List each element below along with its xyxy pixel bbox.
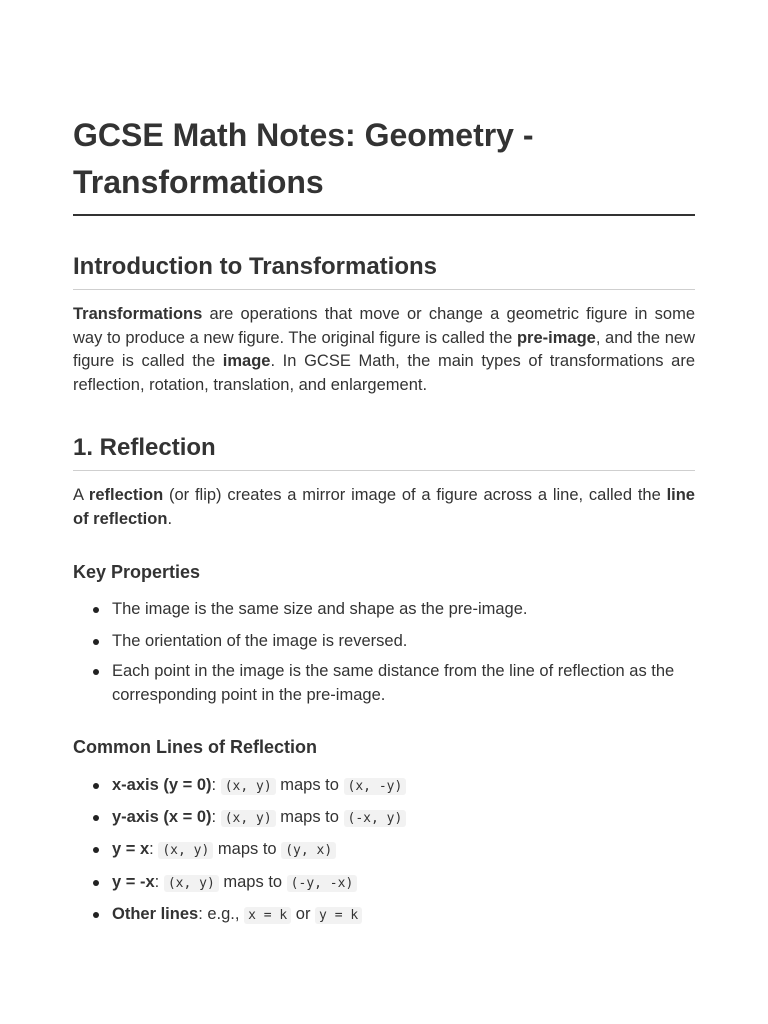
- intro-heading: Introduction to Transformations: [73, 253, 437, 280]
- term-transformations: Transformations: [73, 305, 203, 323]
- term-pre-image: pre-image: [516, 328, 596, 347]
- list-item: y = -x: (x, y) maps to (-y, -x): [112, 871, 695, 896]
- page-title: GCSE Math Notes: Geometry - Transformations: [73, 117, 534, 200]
- reflection-paragraph: A reflection (or flip) creates a mirror image of a figure across a line, called the line of reflection.: [73, 486, 695, 528]
- list-item: Other lines: e.g., x = k or y = k: [112, 903, 695, 928]
- list-item: y-axis (x = 0): (x, y) maps to (-x, y): [112, 806, 695, 831]
- term-image: image: [222, 352, 271, 370]
- common-lines-heading: Common Lines of Reflection: [73, 737, 318, 757]
- title-divider: [73, 214, 695, 216]
- reflection-divider: [73, 470, 695, 471]
- list-item: y = x: (x, y) maps to (y, x): [112, 838, 695, 863]
- intro-divider: [73, 289, 695, 290]
- list-item: x-axis (y = 0): (x, y) maps to (x, -y): [112, 774, 695, 799]
- term-reflection: reflection: [88, 486, 164, 504]
- term-line-of-reflection: line of reflection: [73, 486, 695, 528]
- list-item: Each point in the image is the same distance from the line of reflection as the corresponding point in the pre-image.: [112, 660, 695, 707]
- list-item: The orientation of the image is reversed.: [112, 630, 695, 654]
- key-properties-heading: Key Properties: [73, 562, 201, 582]
- intro-paragraph: Transformations are operations that move or change a geometric figure in some way to produce a new figure. The original figure is called the pre-image, and the new figure is called the image. In GCSE Math, the main types of transformations are reflection, rotation, translation, and enlargement.: [73, 305, 695, 394]
- list-item: The image is the same size and shape as the pre-image.: [112, 598, 695, 622]
- reflection-heading: 1. Reflection: [73, 434, 216, 461]
